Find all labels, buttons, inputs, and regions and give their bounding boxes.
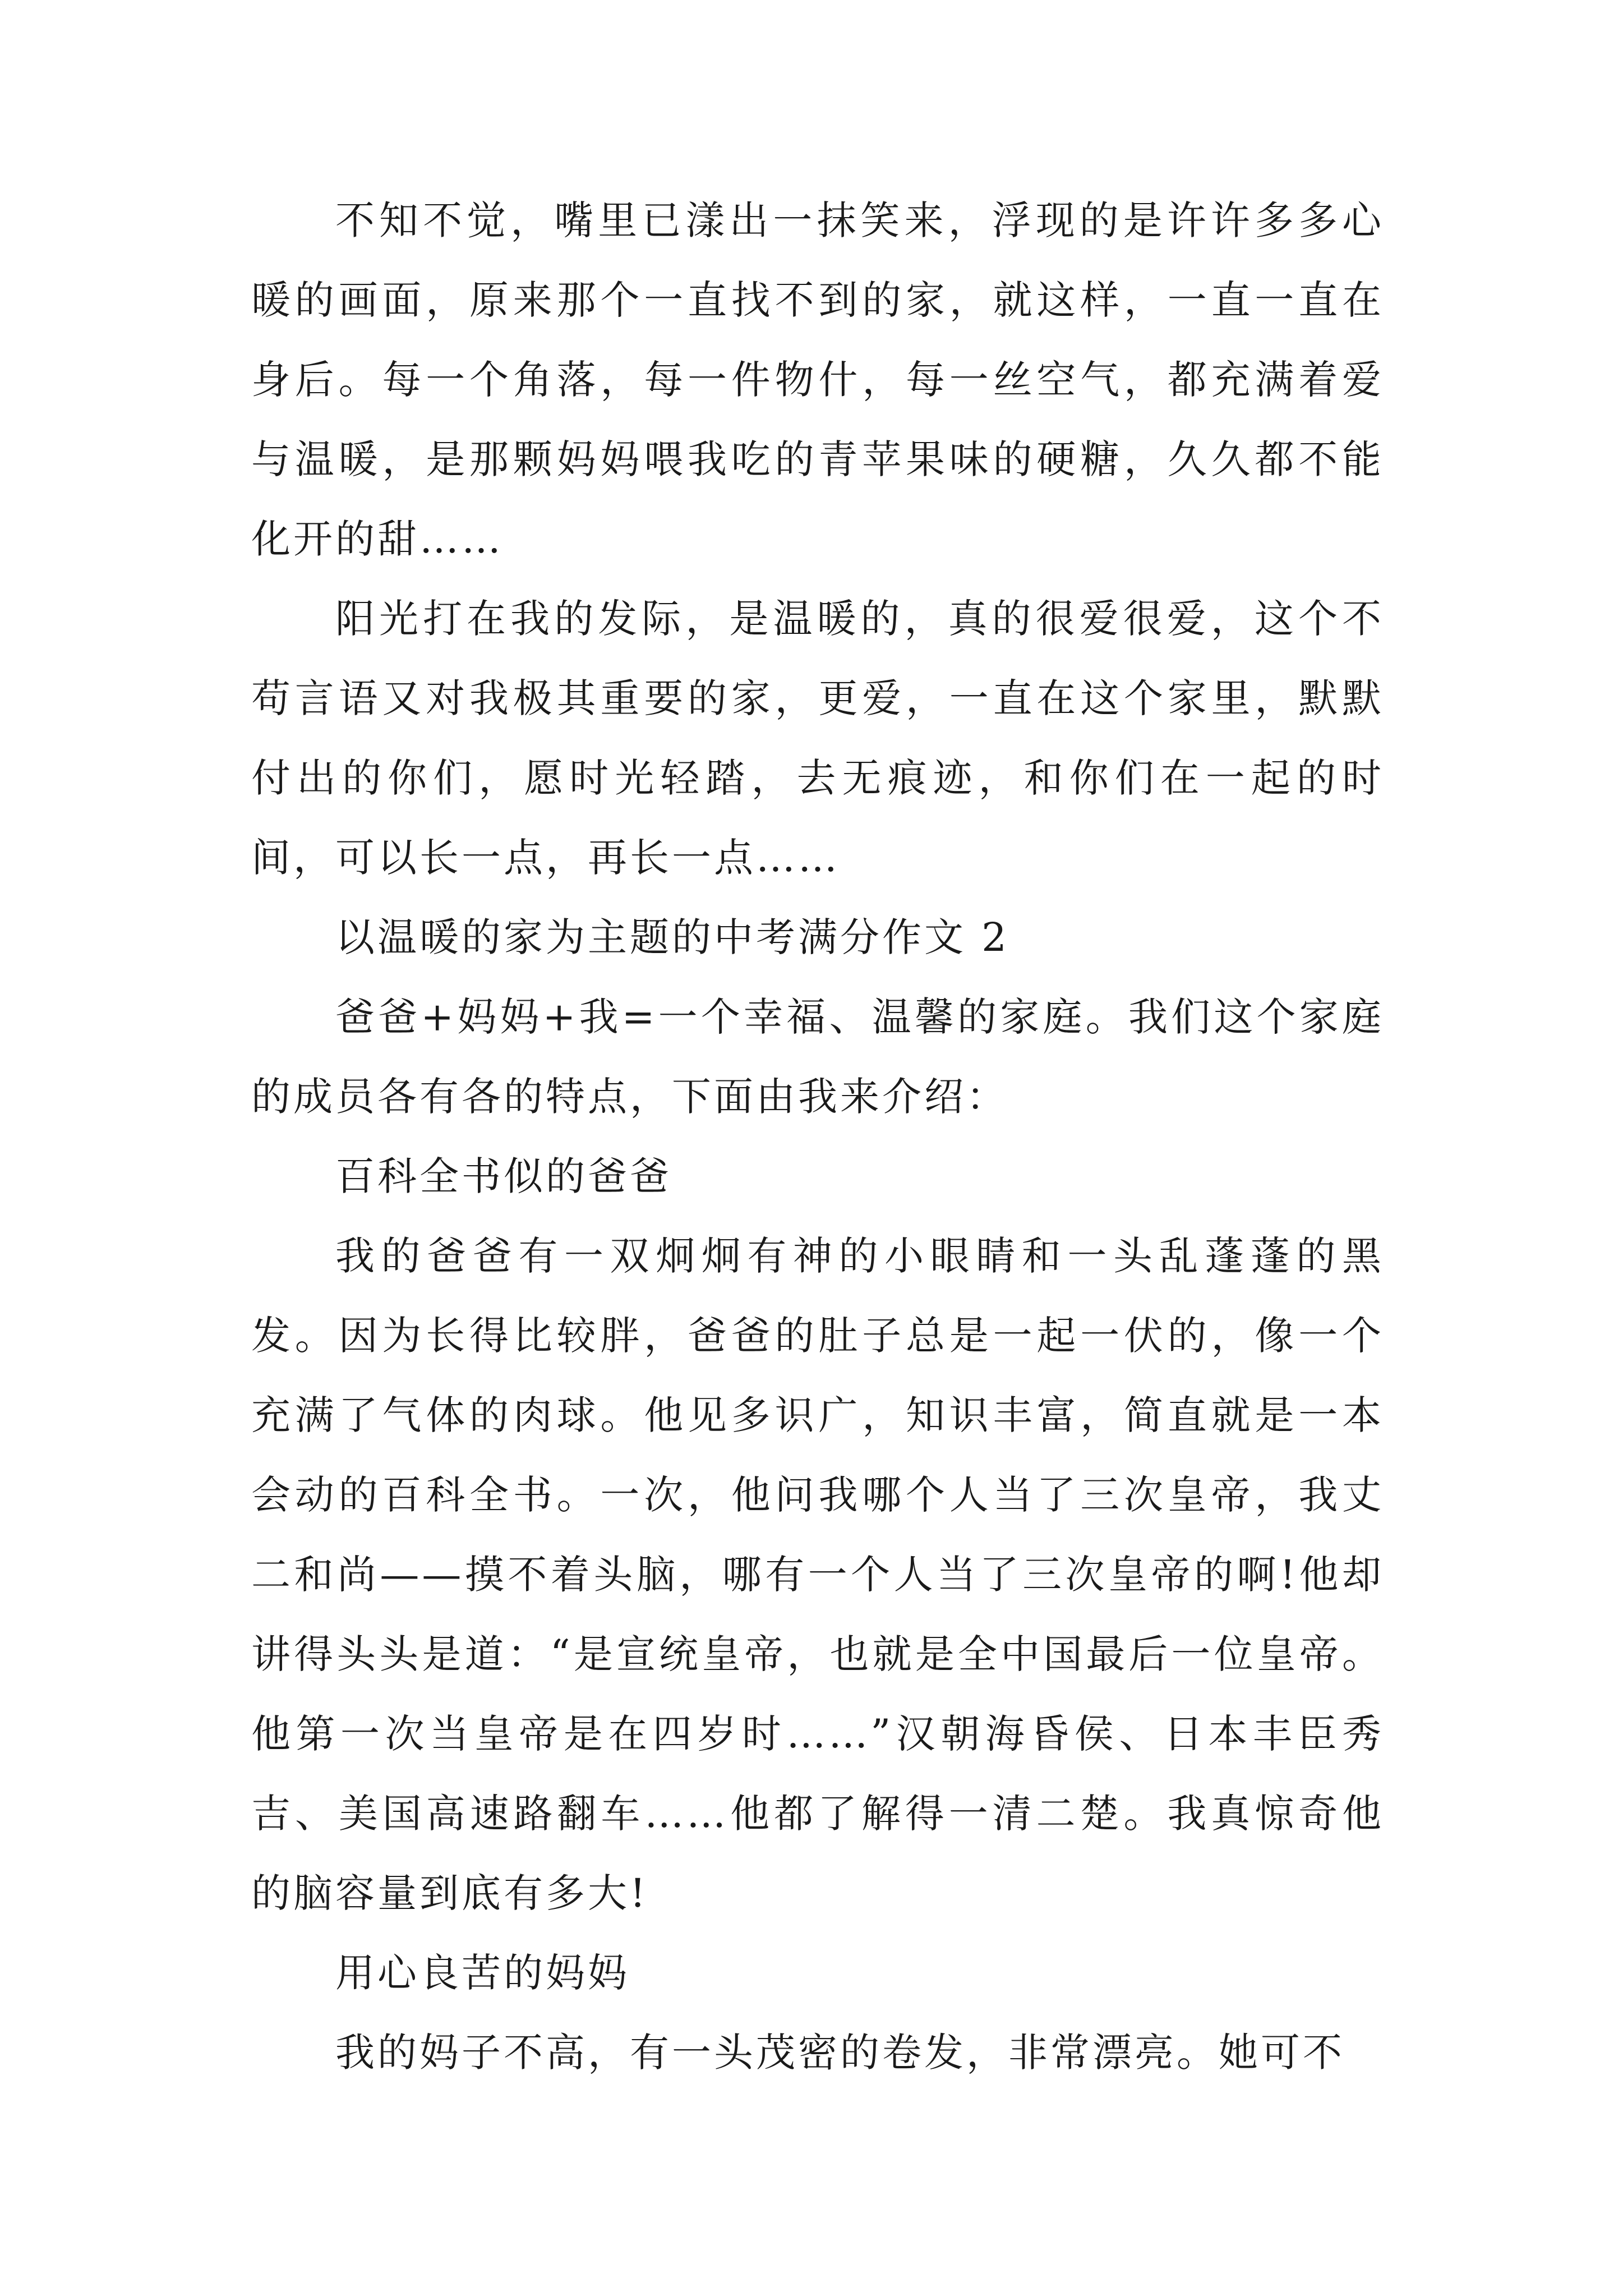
paragraph: 我的妈子不高，有一头茂密的卷发，非常漂亮。她可不: [335, 2030, 1345, 2076]
paragraph: 阳光打在我的发际，是温暖的，真的很爱很爱，这个不苟言语又对我极其重要的家，更爱，一直在这个家里，默默付出的你们，愿时光轻踏，去无痕迹，和你们在一起的时间，可以长一点，再长一点……: [251, 596, 1384, 881]
essay-text: [251, 181, 1384, 2092]
paragraph: 不知不觉，嘴里已漾出一抹笑来，浮现的是许许多多心暖的画面，原来那个一直找不到的家，就这样，一直一直在身后。每一个角落，每一件物什，每一丝空气，都充满着爱与温暖，是那颗妈妈喂我吃的青苹果味的硬糖，久久都不能化开的甜……: [251, 197, 1384, 562]
section-heading: 百科全书似的爸爸: [335, 1153, 672, 1199]
section-heading: 用心良苦的妈妈: [335, 1950, 630, 1996]
paragraph: 爸爸+妈妈+我=一个幸福、温馨的家庭。我们这个家庭的成员各有各的特点，下面由我来介绍：: [251, 994, 1384, 1120]
essay-title: 以温暖的家为主题的中考满分作文 2: [335, 914, 1009, 960]
paragraph: 我的爸爸有一双炯炯有神的小眼睛和一头乱蓬蓬的黑发。因为长得比较胖，爸爸的肚子总是一起一伏的，像一个充满了气体的肉球。他见多识广，知识丰富，简直就是一本会动的百科全书。一次，他问我哪个人当了三次皇帝，我丈二和尚——摸不着头脑，哪有一个人当了三次皇帝的啊!他却讲得头头是道：“是宣统皇帝，也就是全中国最后一位皇帝。他第一次当皇帝是在四岁时……”汉朝海昏侯、日本丰臣秀吉、美国高速路翻车……他都了解得一清二楚。我真惊奇他的脑容量到底有多大!: [251, 1233, 1384, 1916]
